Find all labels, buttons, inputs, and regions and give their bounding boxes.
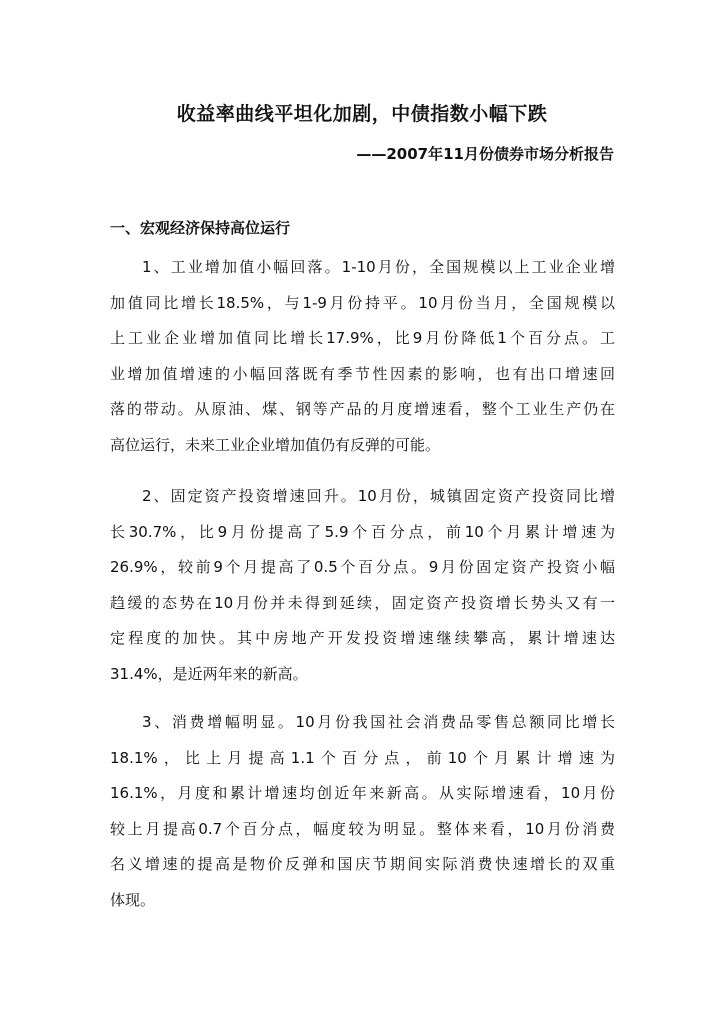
paragraph-line: 落的带动。从原油、煤、钢等产品的月度增速看，整个工业生产仍在 bbox=[110, 400, 615, 418]
paragraph-line: 1、工业增加值小幅回落。1-10月份，全国规模以上工业企业增 bbox=[142, 258, 615, 276]
paragraph-industrial-output bbox=[110, 250, 615, 463]
paragraph-consumption bbox=[110, 705, 615, 918]
paragraph-line: 长30.7%，比9月份提高了5.9个百分点，前10个月累计增速为 bbox=[110, 522, 615, 541]
paragraph-fixed-asset-investment bbox=[110, 479, 615, 692]
paragraph-line: 名义增速的提高是物价反弹和国庆节期间实际消费快速增长的双重 bbox=[110, 855, 615, 873]
paragraph-line: 26.9%，较前9个月提高了0.5个百分点。9月份固定资产投资小幅 bbox=[110, 558, 615, 576]
paragraph-line: 2、固定资产投资增速回升。10月份，城镇固定资产投资同比增 bbox=[142, 487, 615, 505]
paragraph-line: 16.1%，月度和累计增速均创近年来新高。从实际增速看，10月份 bbox=[110, 784, 615, 802]
paragraph-line: 3、消费增幅明显。10月份我国社会消费品零售总额同比增长 bbox=[142, 713, 615, 731]
report-subtitle: ——2007年11月份债券市场分析报告 bbox=[356, 145, 614, 163]
paragraph-line: 定程度的加快。其中房地产开发投资增速继续攀高，累计增速达 bbox=[110, 629, 615, 647]
paragraph-line: 体现。 bbox=[110, 890, 156, 909]
paragraph-line: 加值同比增长18.5%，与1-9月份持平。10月份当月，全国规模以 bbox=[110, 293, 615, 312]
paragraph-line: 31.4%，是近两年来的新高。 bbox=[110, 664, 308, 683]
paragraph-line: 业增加值增速的小幅回落既有季节性因素的影响，也有出口增速回 bbox=[110, 364, 615, 383]
paragraph-line: 高位运行，未来工业企业增加值仍有反弹的可能。 bbox=[110, 435, 441, 454]
paragraph-line: 上工业企业增加值同比增长17.9%，比9月份降低1个百分点。工 bbox=[110, 329, 615, 347]
report-title: 收益率曲线平坦化加剧，中债指数小幅下跌 bbox=[176, 103, 548, 125]
section-heading: 一、宏观经济保持高位运行 bbox=[110, 219, 291, 237]
paragraph-line: 18.1%，比上月提高1.1个百分点，前10个月累计增速为 bbox=[110, 748, 615, 767]
paragraph-line: 趋缓的态势在10月份并未得到延续，固定资产投资增长势头又有一 bbox=[110, 593, 615, 612]
paragraph-line: 较上月提高0.7个百分点，幅度较为明显。整体来看，10月份消费 bbox=[110, 819, 615, 838]
